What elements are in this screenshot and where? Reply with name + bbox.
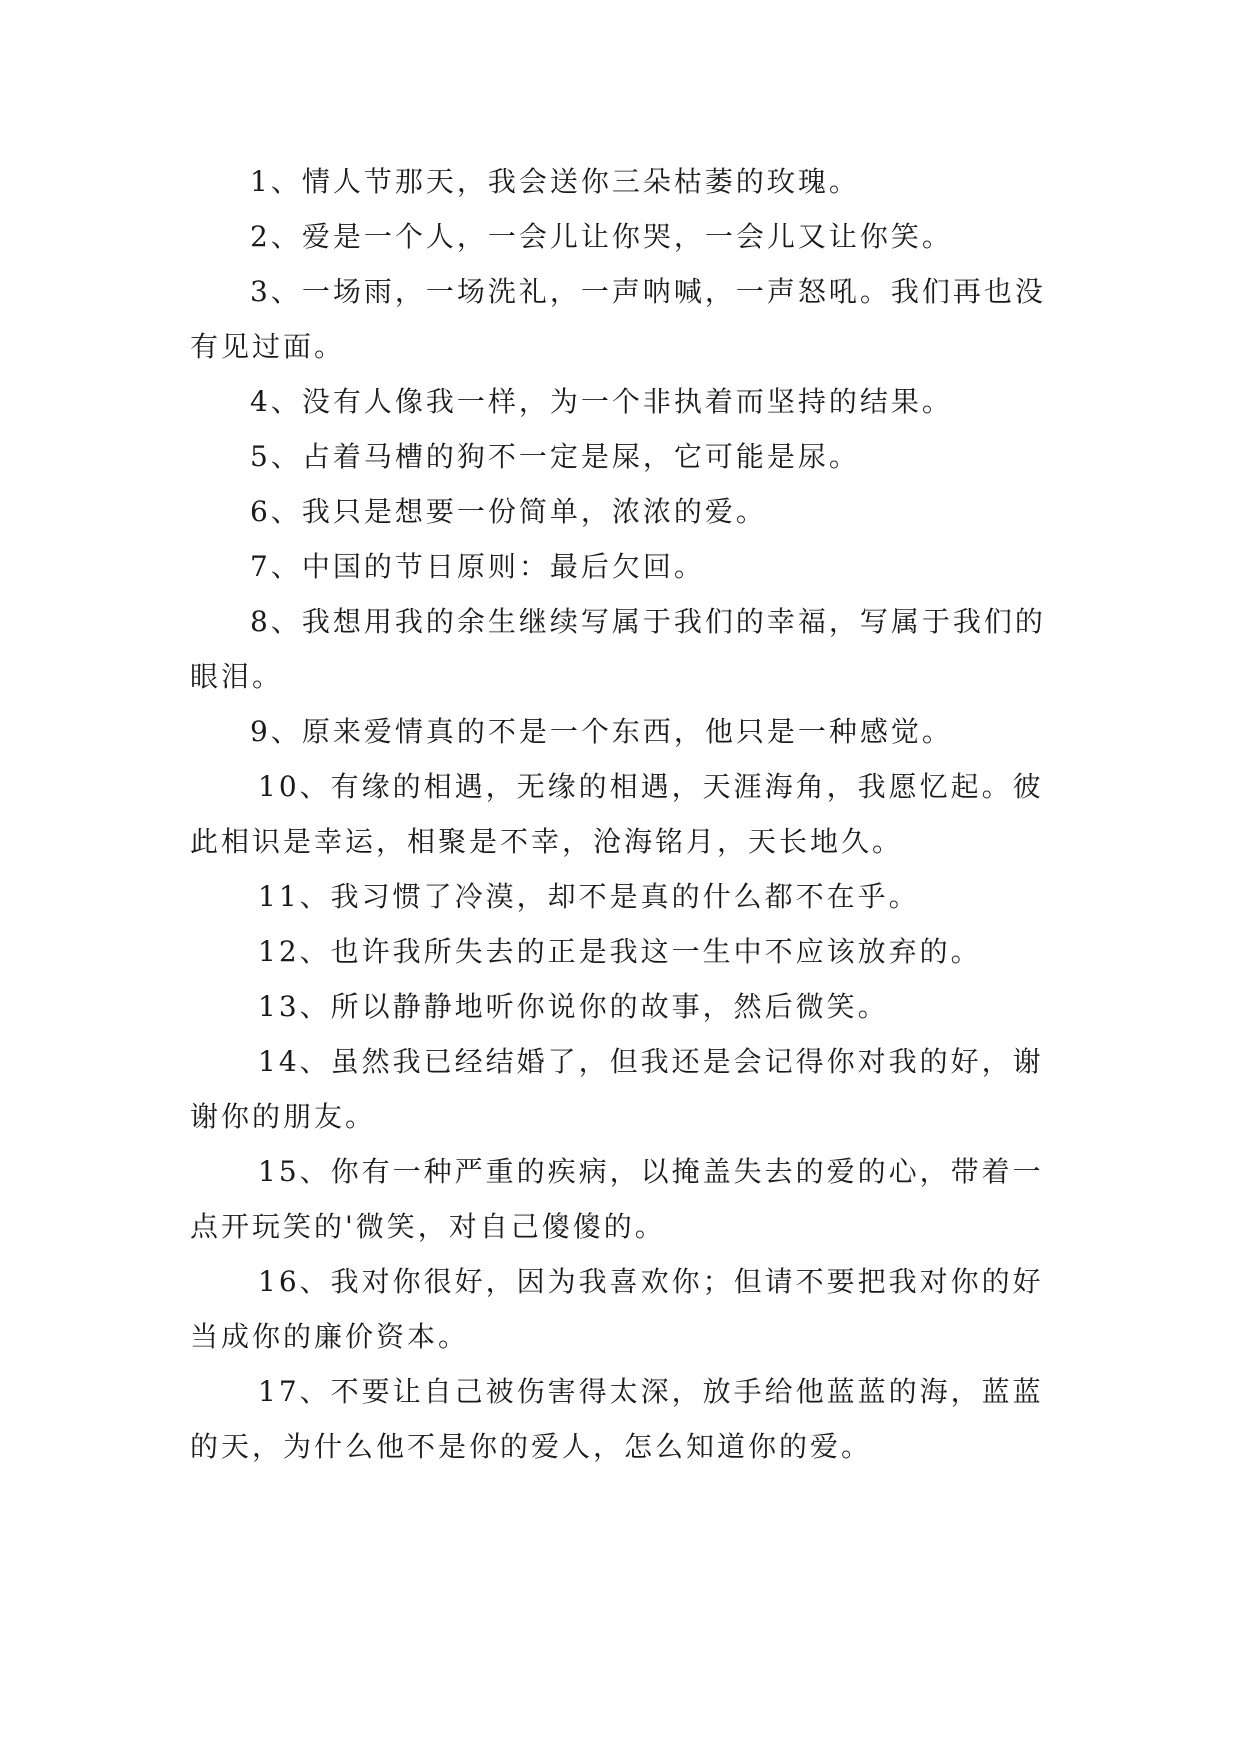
paragraph-5: 5、占着马槽的狗不一定是屎，它可能是尿。 — [250, 440, 860, 473]
paragraph-7: 7、中国的节日原则：最后欠回。 — [250, 550, 705, 583]
paragraph-16: 16、我对你很好，因为我喜欢你；但请不要把我对你的好当成你的廉价资本。 — [190, 1265, 1044, 1353]
paragraph-6: 6、我只是想要一份简单，浓浓的爱。 — [250, 495, 767, 528]
document-body — [190, 154, 1070, 1474]
paragraph-9: 9、原来爱情真的不是一个东西，他只是一种感觉。 — [250, 715, 953, 748]
paragraph-11: 11、我习惯了冷漠，却不是真的什么都不在乎。 — [258, 880, 920, 913]
paragraph-10: 10、有缘的相遇，无缘的相遇，天涯海角，我愿忆起。彼此相识是幸运，相聚是不幸，沧海铭月，天长地久。 — [190, 770, 1044, 858]
paragraph-17: 17、不要让自己被伤害得太深，放手给他蓝蓝的海，蓝蓝的天，为什么他不是你的爱人，怎么知道你的爱。 — [190, 1375, 1044, 1463]
paragraph-3: 3、一场雨，一场洗礼，一声呐喊，一声怒吼。我们再也没有见过面。 — [190, 275, 1046, 363]
paragraph-12: 12、也许我所失去的正是我这一生中不应该放弃的。 — [258, 935, 982, 968]
paragraph-14: 14、虽然我已经结婚了，但我还是会记得你对我的好，谢谢你的朋友。 — [190, 1045, 1044, 1133]
paragraph-2: 2、爱是一个人，一会儿让你哭，一会儿又让你笑。 — [250, 220, 953, 253]
paragraph-13: 13、所以静静地听你说你的故事，然后微笑。 — [258, 990, 889, 1023]
paragraph-8: 8、我想用我的余生继续写属于我们的幸福，写属于我们的眼泪。 — [190, 605, 1046, 693]
paragraph-4: 4、没有人像我一样，为一个非执着而坚持的结果。 — [250, 385, 953, 418]
paragraph-15: 15、你有一种严重的疾病，以掩盖失去的爱的心，带着一点开玩笑的'微笑，对自己傻傻的。 — [190, 1155, 1044, 1243]
paragraph-1: 1、情人节那天，我会送你三朵枯萎的玫瑰。 — [250, 165, 860, 198]
